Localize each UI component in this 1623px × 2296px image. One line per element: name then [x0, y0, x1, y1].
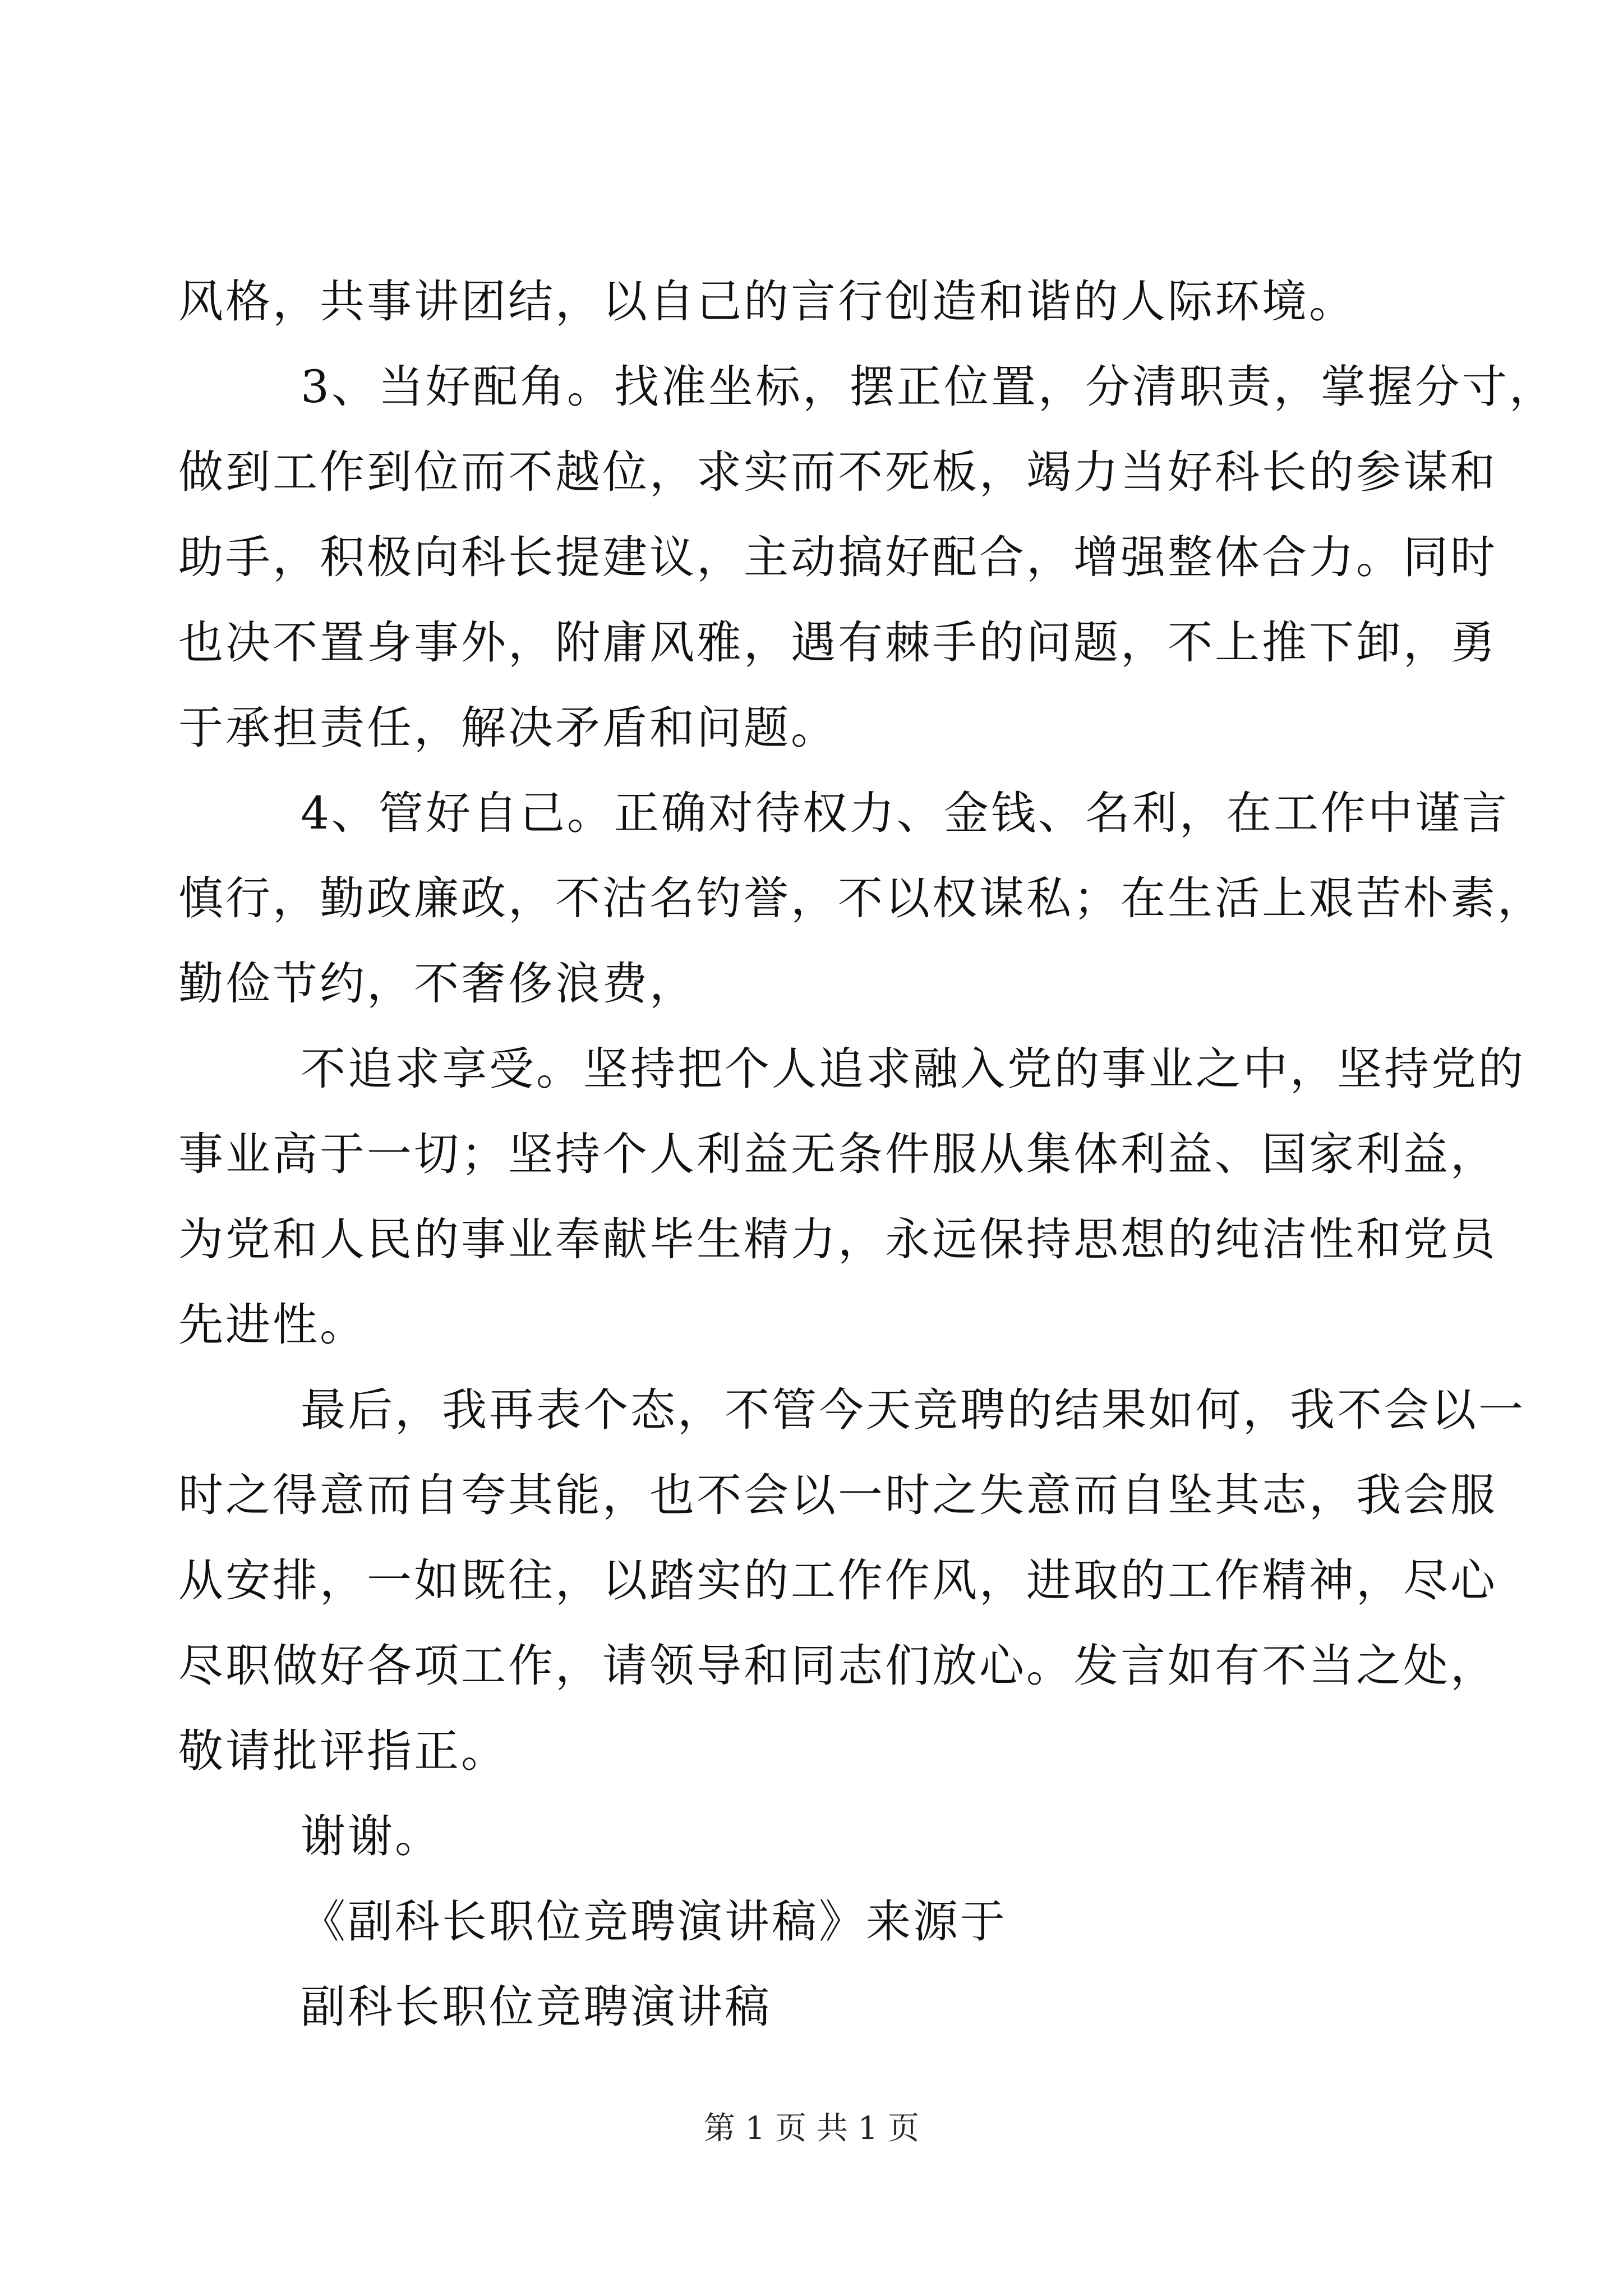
text-line: 助手，积极向科长提建议，主动搞好配合，增强整体合力。同时	[178, 531, 1497, 583]
source-line: 《副科长职位竞聘演讲稿》来源于	[301, 1895, 1007, 1948]
text-line: 从安排，一如既往，以踏实的工作作风，进取的工作精神，尽心	[178, 1554, 1497, 1607]
source-title-line: 副科长职位竞聘演讲稿	[301, 1981, 772, 2033]
closing-paragraph-start: 最后，我再表个态，不管今天竞聘的结果如何，我不会以一	[301, 1384, 1525, 1436]
page-footer: 第 1 页 共 1 页	[703, 2110, 920, 2147]
paragraph-3-start: 3、当好配角。找准坐标，摆正位置，分清职责，掌握分寸，	[301, 361, 1556, 413]
text-line: 事业高于一切；坚持个人利益无条件服从集体利益、国家利益，	[178, 1128, 1497, 1180]
text-line: 慎行，勤政廉政，不沽名钓誉，不以权谋私；在生活上艰苦朴素，	[178, 872, 1544, 924]
paragraph-start: 不追求享受。坚持把个人追求融入党的事业之中，坚持党的	[301, 1043, 1525, 1095]
thanks-line: 谢谢。	[301, 1810, 442, 1862]
text-line: 时之得意而自夸其能，也不会以一时之失意而自坠其志，我会服	[178, 1469, 1497, 1521]
text-line: 也决不置身事外，附庸风雅，遇有棘手的问题，不上推下卸，勇	[178, 616, 1497, 669]
text-line: 先进性。	[178, 1299, 367, 1351]
text-line: 尽职做好各项工作，请领导和同志们放心。发言如有不当之处，	[178, 1640, 1497, 1692]
text-line: 做到工作到位而不越位，求实而不死板，竭力当好科长的参谋和	[178, 446, 1497, 498]
paragraph-4-start: 4、管好自己。正确对待权力、金钱、名利，在工作中谨言	[301, 787, 1509, 839]
text-line: 为党和人民的事业奉献毕生精力，永远保持思想的纯洁性和党员	[178, 1213, 1497, 1266]
text-line: 敬请批评指正。	[178, 1725, 508, 1777]
text-line: 风格，共事讲团结，以自己的言行创造和谐的人际环境。	[178, 275, 1356, 328]
text-line: 于承担责任，解决矛盾和问题。	[178, 702, 838, 754]
document-body	[178, 259, 1556, 2050]
text-line: 勤俭节约，不奢侈浪费，	[178, 958, 697, 1010]
